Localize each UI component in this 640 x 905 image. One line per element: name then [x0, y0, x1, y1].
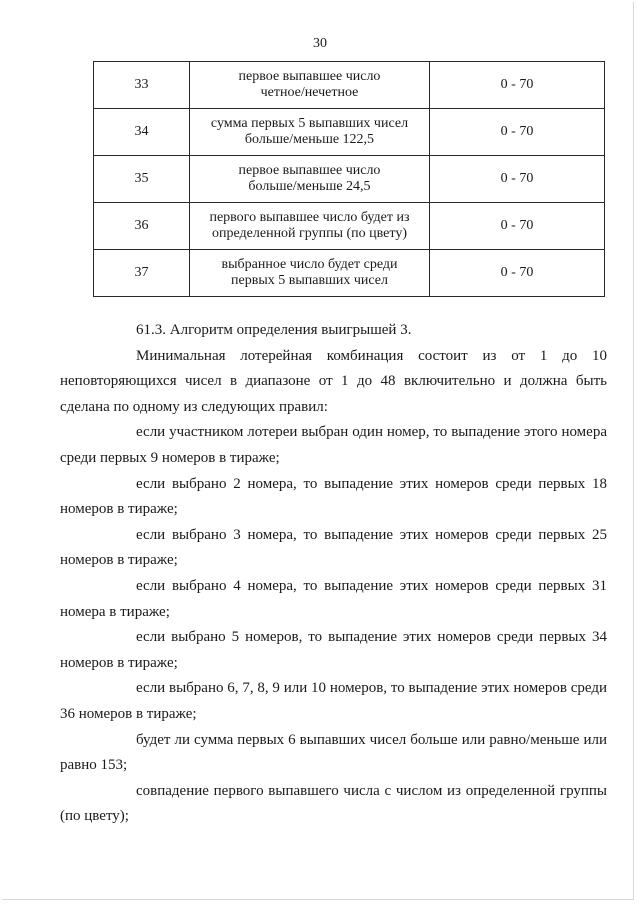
rule-line: номера в тираже; — [60, 603, 170, 620]
row-range-cell: 0 - 70 — [430, 62, 605, 109]
description-line: первое выпавшее число — [238, 163, 381, 178]
row-description-cell — [190, 203, 430, 250]
table-row — [94, 156, 605, 203]
row-number-cell: 35 — [94, 156, 190, 203]
description-line: первое выпавшее число — [238, 69, 381, 84]
section-heading: 61.3. Алгоритм определения выигрышей 3. — [136, 322, 412, 338]
rule-line: если выбрано 5 номеров, то выпадение этих номеров среди первых 34 — [136, 629, 607, 646]
rule-line: номеров в тираже; — [60, 654, 178, 671]
row-range-cell: 0 - 70 — [430, 250, 605, 297]
row-number-cell: 34 — [94, 109, 190, 156]
intro-line: Минимальная лотерейная комбинация состоит из от 1 до 10 — [136, 347, 607, 364]
document-body — [60, 318, 607, 830]
rule-line: 36 номеров в тираже; — [60, 705, 197, 722]
row-number-cell: 37 — [94, 250, 190, 297]
rule-paragraph — [60, 574, 607, 625]
description-line: выбранное число будет среди — [221, 257, 398, 272]
rule-line: если выбрано 6, 7, 8, 9 или 10 номеров, то выпадение этих номеров среди — [136, 680, 607, 697]
row-description-cell — [190, 62, 430, 109]
rule-line: номеров в тираже; — [60, 501, 178, 518]
rule-line: будет ли сумма первых 6 выпавших чисел больше или равно/меньше или — [136, 731, 607, 748]
rule-line: если выбрано 4 номера, то выпадение этих номеров среди первых 31 — [136, 577, 607, 594]
description-line: больше/меньше 24,5 — [248, 179, 371, 194]
row-description-cell — [190, 109, 430, 156]
results-table — [93, 61, 605, 297]
description-line: определенной группы (по цвету) — [212, 226, 407, 241]
rule-line: равно 153; — [60, 757, 128, 774]
row-description-cell — [190, 250, 430, 297]
rule-line: если выбрано 2 номера, то выпадение этих номеров среди первых 18 — [136, 475, 607, 492]
rule-paragraph — [60, 472, 607, 523]
rule-line: если выбрано 3 номера, то выпадение этих номеров среди первых 25 — [136, 526, 607, 543]
results-table-body — [94, 62, 605, 297]
row-range-cell: 0 - 70 — [430, 109, 605, 156]
row-range-cell: 0 - 70 — [430, 156, 605, 203]
rule-paragraph — [60, 420, 607, 471]
rule-line: среди первых 9 номеров в тираже; — [60, 449, 280, 466]
table-row — [94, 62, 605, 109]
intro-line: неповторяющихся чисел в диапазоне от 1 до 48 включительно и должна быть — [60, 373, 607, 390]
row-number-cell: 33 — [94, 62, 190, 109]
description-line: сумма первых 5 выпавших чисел — [210, 116, 409, 131]
table-row — [94, 109, 605, 156]
rule-line: совпадение первого выпавшего числа с числом из определенной группы — [136, 782, 607, 799]
rule-paragraph — [60, 779, 607, 830]
rule-paragraph — [60, 728, 607, 779]
rules-list — [60, 420, 607, 830]
page-number: 30 — [313, 36, 327, 51]
row-range-cell: 0 - 70 — [430, 203, 605, 250]
description-line: четное/нечетное — [260, 85, 359, 100]
rule-paragraph — [60, 523, 607, 574]
description-line: первого выпавшее число будет из — [209, 210, 410, 225]
description-line: больше/меньше 122,5 — [244, 132, 375, 147]
description-line: первых 5 выпавших чисел — [231, 273, 388, 288]
intro-paragraph — [60, 344, 607, 421]
rule-paragraph — [60, 676, 607, 727]
rule-line: если участником лотереи выбран один номер, то выпадение этого номера — [136, 424, 607, 441]
rule-line: номеров в тираже; — [60, 552, 178, 569]
intro-line: сделана по одному из следующих правил: — [60, 398, 328, 415]
rule-line: (по цвету); — [60, 808, 129, 825]
table-row — [94, 203, 605, 250]
table-row — [94, 250, 605, 297]
row-description-cell — [190, 156, 430, 203]
rule-paragraph — [60, 625, 607, 676]
row-number-cell: 36 — [94, 203, 190, 250]
